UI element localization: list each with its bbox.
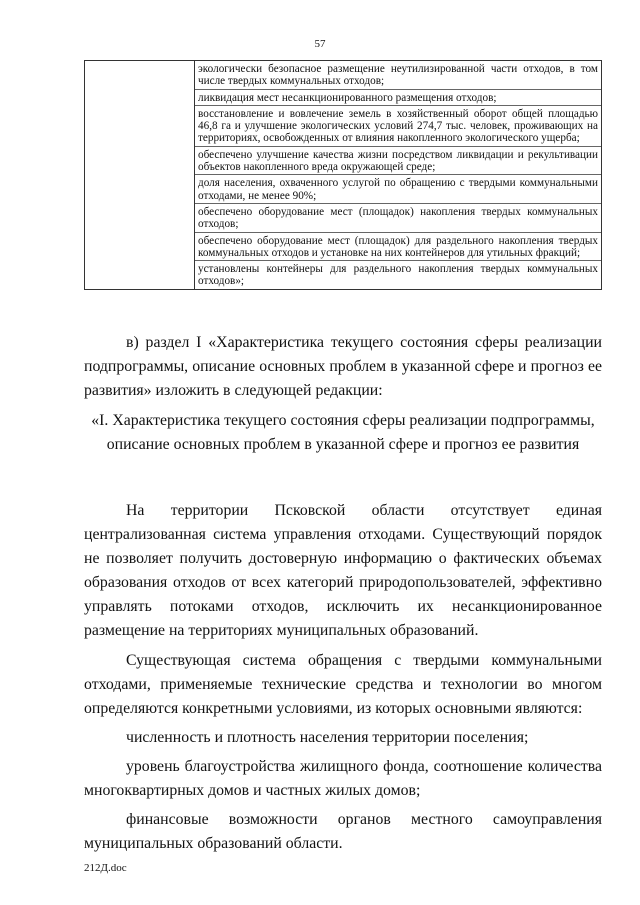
- table-item: обеспечено оборудование мест (площадок) для раздельного накопления твердых коммунальных отходов и установке на них контейнеров для утильных фракций;: [195, 233, 601, 262]
- table-left-cell: [85, 61, 195, 290]
- table-item: установлены контейнеры для раздельного накопления твердых коммунальных отходов»;: [198, 263, 598, 288]
- table-item: восстановление и вовлечение земель в хозяйственный оборот общей площадью 46,8 га и улучшение экологических условий 274,7 тыс. человек, проживающих на территориях, освобожденных от влияния накопленного экологического ущерба;: [195, 106, 601, 147]
- goals-table: [84, 60, 602, 290]
- table-row: [85, 61, 602, 290]
- intro-paragraph: в) раздел I «Характеристика текущего состояния сферы реализации подпрограммы, описание основных проблем в указанной сфере и прогноз ее развития» изложить в следующей редакции:: [84, 334, 602, 399]
- paragraph: уровень благоустройства жилищного фонда, соотношение количества многоквартирных домов и частных жилых домов;: [84, 758, 602, 799]
- paragraph: численность и плотность населения территории поселения;: [126, 729, 529, 746]
- document-body: [84, 331, 602, 856]
- table-right-cell: [195, 61, 602, 290]
- paragraph: На территории Псковской области отсутствует единая централизованная система управления отходами. Существующий порядок не позволяет получить достоверную информацию о фактических объемах образования отходов от всех категорий природопользователей, эффективно управлять потоками отходов, исключить их несанкционированное размещение на территориях муниципальных образований.: [84, 502, 602, 639]
- paragraph: Существующая система обращения с твердыми коммунальными отходами, применяемые технические средства и технологии во многом определяются конкретными условиями, из которых основными являются:: [84, 652, 602, 717]
- page-number: 57: [314, 38, 326, 50]
- section-heading: «I. Характеристика текущего состояния сферы реализации подпрограммы, описание основных проблем в указанной сфере и прогноз ее развития: [91, 412, 595, 453]
- table-item: обеспечено улучшение качества жизни посредством ликвидации и рекультивации объектов накопленного вреда окружающей среде;: [195, 147, 601, 176]
- table-item: ликвидация мест несанкционированного размещения отходов;: [195, 90, 601, 106]
- table-item: доля населения, охваченного услугой по обращению с твердыми коммунальными отходами, не менее 90%;: [195, 175, 601, 204]
- table-item: экологически безопасное размещение неутилизированной части отходов, в том числе твердых коммунальных отходов;: [195, 61, 601, 90]
- table-item: обеспечено оборудование мест (площадок) накопления твердых коммунальных отходов;: [195, 204, 601, 233]
- footer-filename: 212Д.doc: [84, 862, 127, 874]
- paragraph: финансовые возможности органов местного самоуправления муниципальных образований области.: [84, 811, 602, 852]
